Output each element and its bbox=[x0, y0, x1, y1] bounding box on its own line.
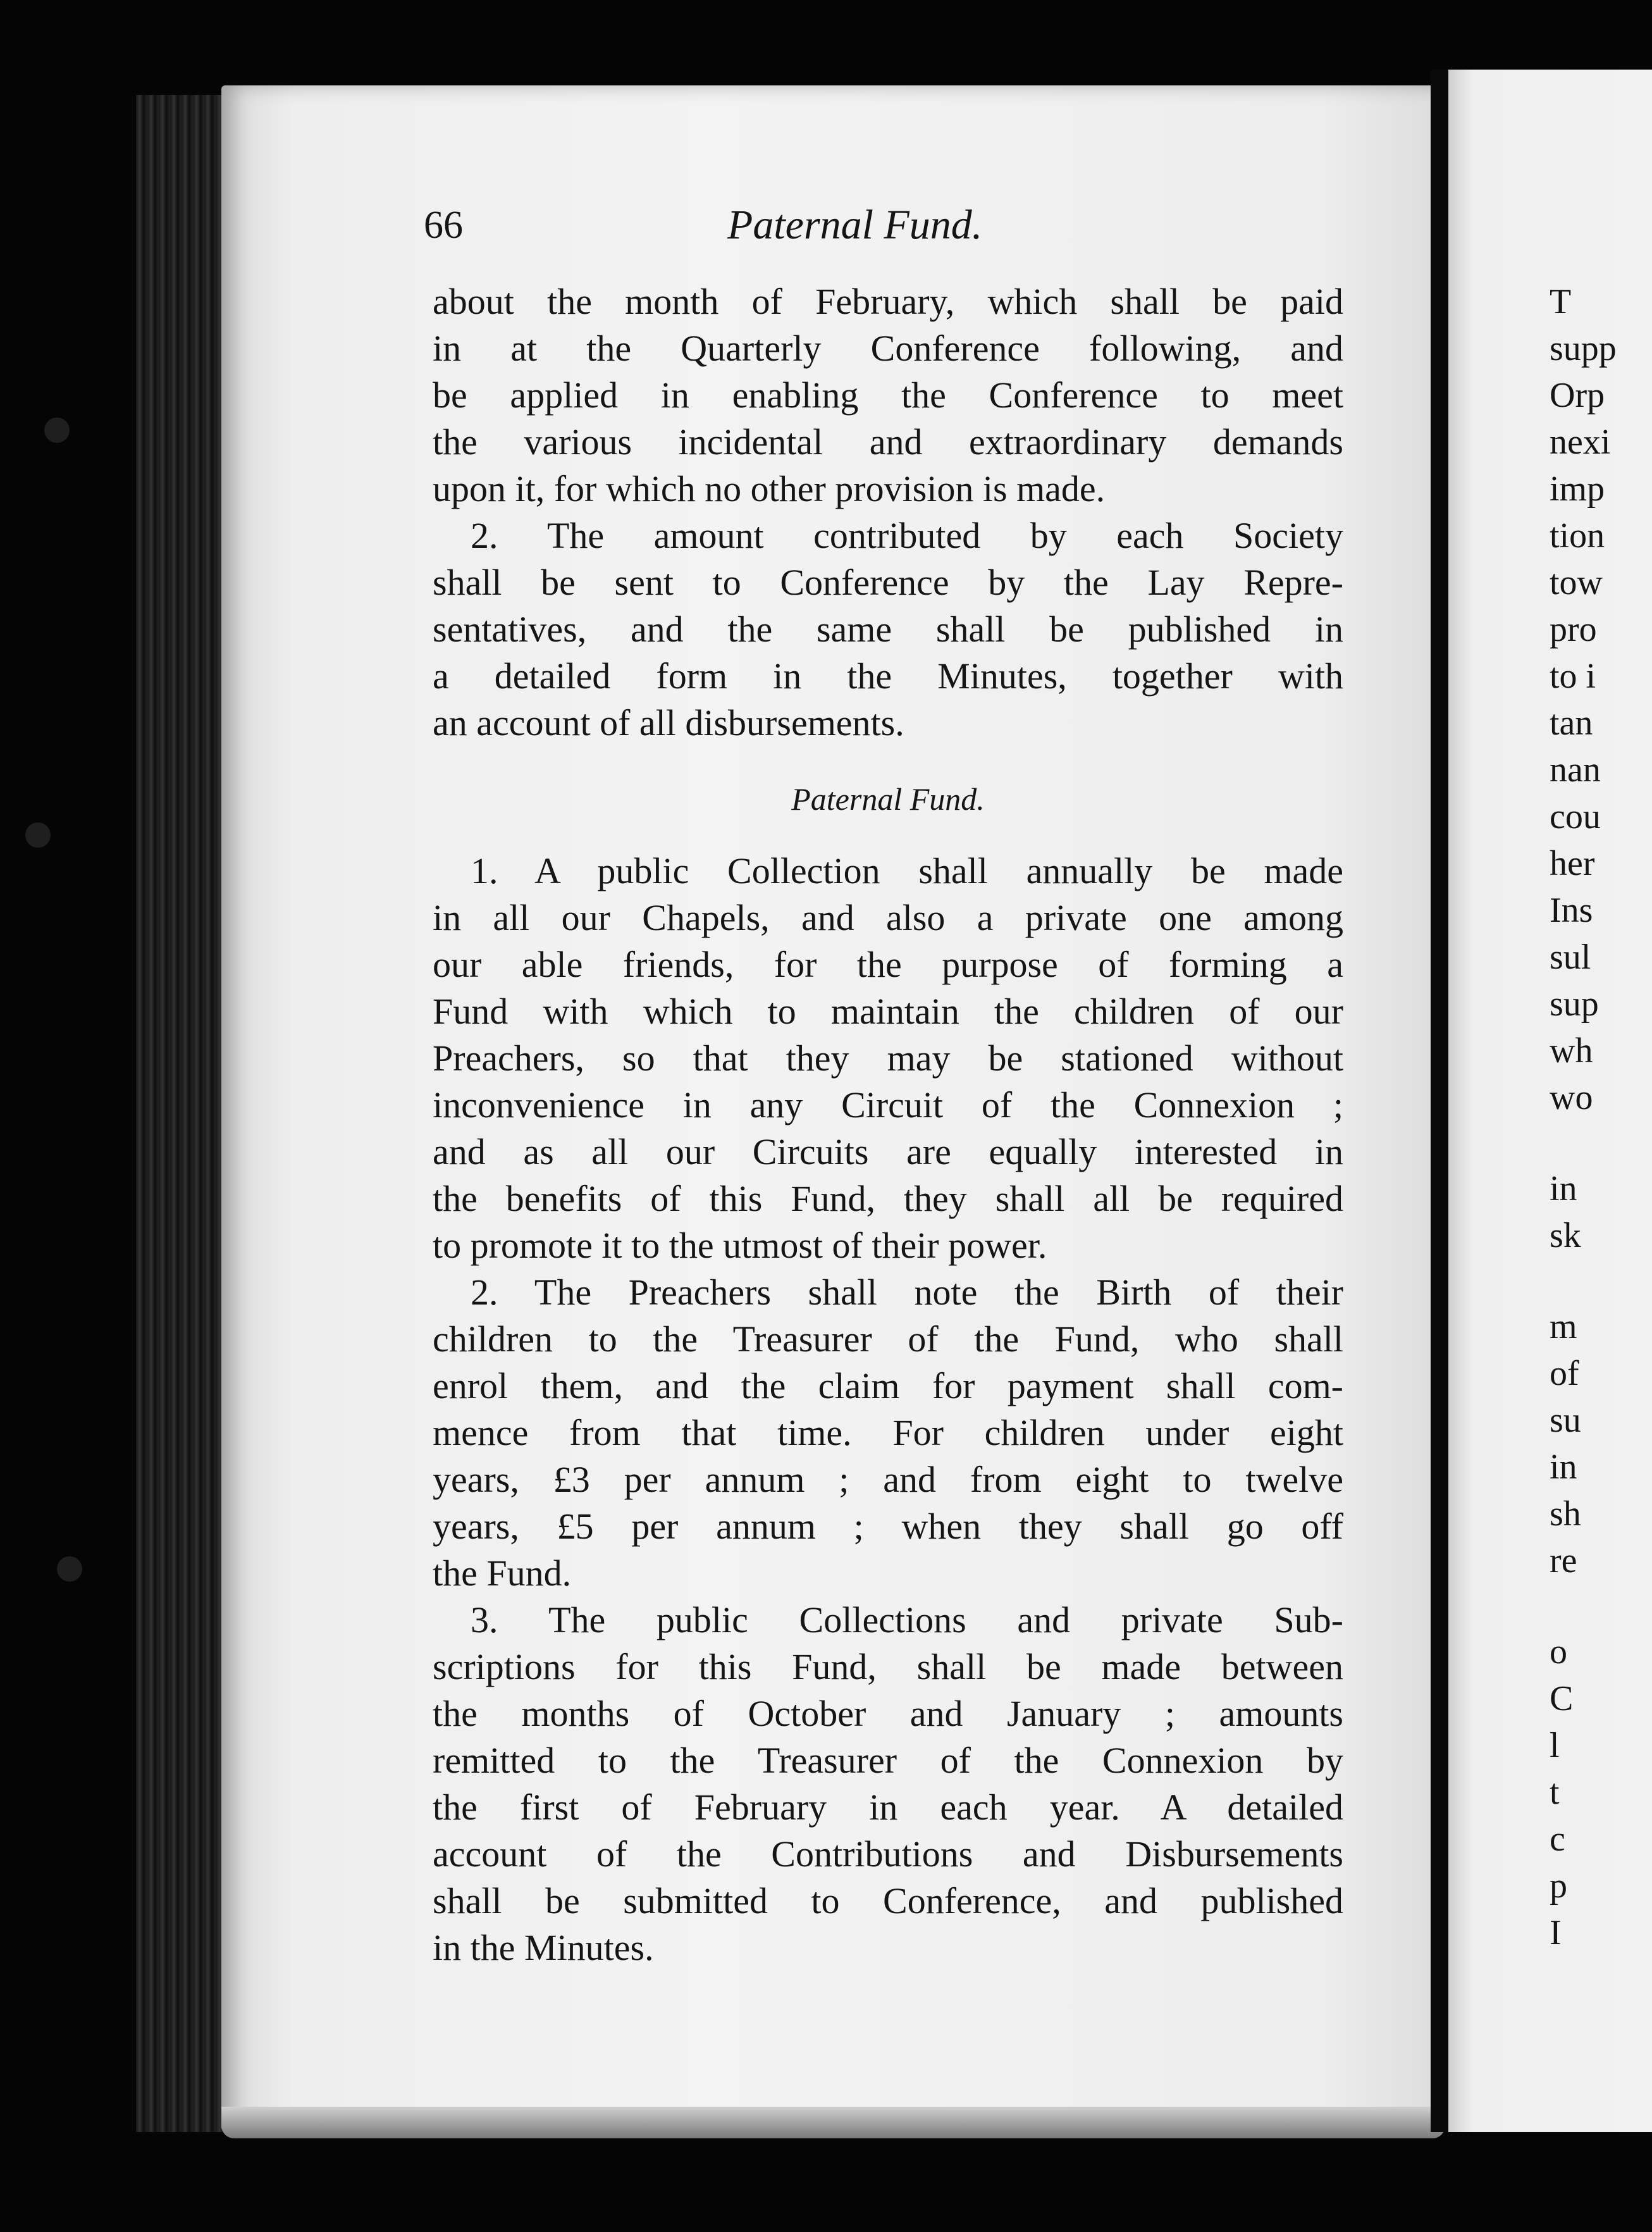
facing-text-fragment: nan bbox=[1550, 750, 1601, 790]
facing-text-fragment: sh bbox=[1550, 1494, 1581, 1534]
facing-text-fragment: imp bbox=[1550, 469, 1605, 509]
facing-text-fragment: nexi bbox=[1550, 423, 1611, 462]
text-line: 2. The amount contributed by each Society bbox=[471, 515, 1343, 556]
facing-text-fragment: pro bbox=[1550, 610, 1597, 649]
text-line: sentatives, and the same shall be published in bbox=[433, 609, 1343, 650]
text-line: children to the Treasurer of the Fund, who shall bbox=[433, 1318, 1343, 1360]
text-line: the months of October and January ; amounts bbox=[433, 1693, 1343, 1734]
facing-text-fragment: cou bbox=[1550, 797, 1601, 836]
intro-paragraph-2 bbox=[433, 512, 1343, 747]
paternal-fund-rule-1 bbox=[433, 848, 1343, 1269]
running-title: Paternal Fund. bbox=[727, 202, 983, 248]
facing-text-fragment: C bbox=[1550, 1679, 1574, 1718]
text-line: account of the Contributions and Disbursements bbox=[433, 1833, 1343, 1875]
scan-artifact bbox=[44, 418, 70, 443]
text-line: years, £3 per annum ; and from eight to twelve bbox=[433, 1459, 1343, 1500]
text-line: upon it, for which no other provision is made. bbox=[433, 468, 1106, 509]
facing-text-fragment: supp bbox=[1550, 329, 1617, 368]
intro-paragraph bbox=[433, 278, 1343, 512]
text-line: be applied in enabling the Conference to meet bbox=[433, 375, 1343, 416]
text-line: enrol them, and the claim for payment shall com- bbox=[433, 1365, 1343, 1406]
facing-text-fragment: sk bbox=[1550, 1216, 1581, 1255]
facing-text-fragment: Orp bbox=[1550, 376, 1605, 415]
text-line: in all our Chapels, and also a private one among bbox=[433, 897, 1343, 938]
facing-text-fragment: wh bbox=[1550, 1031, 1593, 1070]
facing-text-fragment: o bbox=[1550, 1632, 1567, 1671]
section-heading: Paternal Fund. bbox=[791, 781, 985, 817]
facing-text-fragment: her bbox=[1550, 844, 1595, 883]
facing-text-fragment: su bbox=[1550, 1401, 1581, 1440]
facing-text-fragment: t bbox=[1550, 1773, 1560, 1812]
facing-text-fragment: I bbox=[1550, 1913, 1562, 1952]
text-line: the various incidental and extraordinary demands bbox=[433, 421, 1343, 462]
paternal-fund-rule-2 bbox=[433, 1269, 1343, 1597]
text-line: years, £5 per annum ; when they shall go off bbox=[433, 1506, 1343, 1547]
facing-text-fragment: T bbox=[1550, 282, 1572, 321]
facing-page-text bbox=[1550, 278, 1652, 1956]
text-line: the benefits of this Fund, they shall all be required bbox=[433, 1178, 1343, 1219]
page-body bbox=[433, 278, 1343, 1971]
text-line: an account of all disbursements. bbox=[433, 702, 904, 743]
facing-text-fragment: l bbox=[1550, 1726, 1560, 1765]
facing-text-fragment: in bbox=[1550, 1169, 1577, 1208]
facing-text-fragment: re bbox=[1550, 1541, 1577, 1580]
facing-text-fragment: tion bbox=[1550, 516, 1605, 555]
text-line: 3. The public Collections and private Sub- bbox=[471, 1599, 1343, 1640]
text-line: shall be submitted to Conference, and published bbox=[433, 1880, 1343, 1921]
page-number: 66 bbox=[424, 204, 463, 247]
text-line: Preachers, so that they may be stationed without bbox=[433, 1038, 1343, 1079]
facing-text-fragment: Ins bbox=[1550, 891, 1593, 930]
text-line: and as all our Circuits are equally interested in bbox=[433, 1131, 1343, 1172]
text-line: shall be sent to Conference by the Lay Repre- bbox=[433, 562, 1343, 603]
running-head bbox=[424, 187, 1341, 263]
facing-text-fragment: tow bbox=[1550, 563, 1603, 602]
scan-artifact bbox=[57, 1556, 82, 1582]
text-line: Fund with which to maintain the children of our bbox=[433, 991, 1343, 1032]
facing-text-fragment: p bbox=[1550, 1866, 1567, 1906]
text-line: the Fund. bbox=[433, 1553, 572, 1594]
facing-text-fragment: in bbox=[1550, 1448, 1577, 1487]
text-line: about the month of February, which shall be paid bbox=[433, 281, 1343, 322]
text-line: 1. A public Collection shall annually be made bbox=[471, 850, 1343, 891]
text-line: inconvenience in any Circuit of the Connexion ; bbox=[433, 1084, 1343, 1125]
facing-text-fragment: sul bbox=[1550, 938, 1591, 977]
text-line: to promote it to the utmost of their power. bbox=[433, 1225, 1047, 1266]
text-line: the first of February in each year. A detailed bbox=[433, 1787, 1343, 1828]
facing-text-fragment: m bbox=[1550, 1307, 1577, 1346]
scan-artifact bbox=[25, 822, 51, 848]
facing-text-fragment: sup bbox=[1550, 984, 1599, 1024]
page-bottom-edge bbox=[221, 2107, 1445, 2138]
text-line: our able friends, for the purpose of forming a bbox=[433, 944, 1343, 985]
text-line: mence from that time. For children under eight bbox=[433, 1412, 1343, 1453]
text-line: scriptions for this Fund, shall be made between bbox=[433, 1646, 1343, 1687]
text-line: in at the Quarterly Conference following, and bbox=[433, 328, 1343, 369]
facing-text-fragment: wo bbox=[1550, 1078, 1593, 1117]
facing-text-fragment: of bbox=[1550, 1354, 1579, 1393]
paternal-fund-rule-3 bbox=[433, 1597, 1343, 1971]
text-line: a detailed form in the Minutes, together with bbox=[433, 655, 1343, 697]
text-line: remitted to the Treasurer of the Connexion by bbox=[433, 1740, 1343, 1781]
text-line: 2. The Preachers shall note the Birth of their bbox=[471, 1272, 1343, 1313]
facing-text-fragment: c bbox=[1550, 1820, 1565, 1859]
facing-text-fragment: to i bbox=[1550, 657, 1596, 696]
facing-text-fragment: tan bbox=[1550, 704, 1593, 743]
text-line: in the Minutes. bbox=[433, 1927, 654, 1968]
